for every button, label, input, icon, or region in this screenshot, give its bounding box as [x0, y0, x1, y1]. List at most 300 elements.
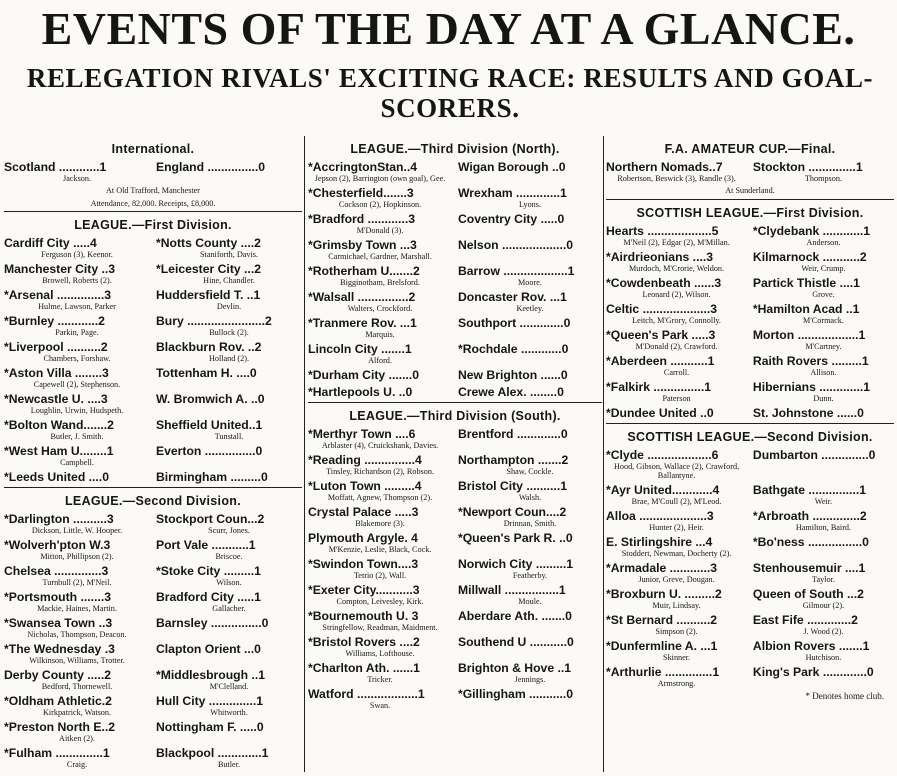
away-side	[458, 368, 602, 382]
away-team-score: *Bo'ness ................0	[752, 534, 869, 549]
home-side	[4, 616, 150, 639]
home-side	[308, 505, 452, 528]
away-side	[156, 590, 302, 613]
away-side	[458, 316, 602, 339]
away-team-score: *Leicester City ...2	[155, 262, 261, 276]
home-team-score: Northern Nomads..7	[606, 160, 723, 174]
away-side	[156, 470, 302, 484]
away-scorers: Jennings.	[514, 675, 546, 684]
away-team-score: Aberdare Ath. .......0	[457, 609, 572, 623]
away-scorers: Whitworth.	[210, 708, 248, 717]
home-side	[4, 564, 150, 587]
match-row	[308, 531, 602, 554]
match-row	[606, 406, 894, 420]
away-side	[156, 694, 302, 717]
home-team-score: Cardiff City .....4	[4, 236, 97, 250]
away-scorers: Taylor.	[812, 574, 835, 584]
home-side	[4, 160, 150, 183]
home-team-score: *Liverpool ..........2	[4, 340, 108, 354]
home-scorers: M'Neil (2), Edgar (2), M'Millan.	[623, 237, 730, 247]
away-team-score: East Fife .............2	[752, 612, 858, 627]
home-scorers: M'Donald (3).	[356, 226, 404, 235]
match-row	[4, 160, 302, 183]
match-row	[4, 236, 302, 259]
away-team-score: Albion Rovers .......1	[752, 638, 870, 653]
home-scorers: Jackson.	[63, 174, 91, 183]
home-scorers: Brae, M'Coull (2), M'Leod.	[631, 496, 722, 506]
away-team-score: Birmingham .........0	[155, 470, 268, 484]
match-row	[308, 316, 602, 339]
away-side	[458, 290, 602, 313]
home-scorers: Kirkpatrick, Watson.	[42, 708, 112, 717]
section-rule	[606, 199, 894, 200]
away-side	[753, 665, 894, 688]
away-team-score: Barnsley ...............0	[155, 616, 269, 630]
away-scorers: Devlin.	[216, 302, 242, 311]
match-row	[308, 342, 602, 365]
home-scorers: Leitch, M'Grory, Connolly.	[632, 315, 721, 325]
away-team-score: Norwich City .........1	[457, 557, 574, 571]
away-scorers: Anderson.	[806, 237, 841, 247]
home-side	[4, 418, 150, 441]
away-team-score: *Notts County ....2	[155, 236, 261, 250]
home-scorers: Wilkinson, Williams, Trotter.	[29, 656, 125, 665]
match-note: At Old Trafford, Manchester	[106, 186, 200, 195]
away-team-score: Stockport Coun...2	[155, 512, 265, 526]
away-side	[753, 587, 894, 610]
away-side	[156, 340, 302, 363]
match-row	[606, 224, 894, 247]
away-team-score: Raith Rovers .........1	[752, 353, 869, 368]
away-scorers: Tunstall.	[214, 432, 244, 441]
headline: EVENTS OF THE DAY AT A GLANCE.	[41, 3, 856, 54]
away-side	[753, 250, 894, 273]
section-title: F.A. AMATEUR CUP.—Final.	[664, 142, 836, 156]
section-title: LEAGUE.—Third Division (North).	[350, 142, 560, 156]
away-scorers: Lyons.	[518, 200, 542, 209]
away-side	[753, 561, 894, 584]
away-team-score: Huddersfield T. ..1	[155, 288, 261, 302]
match-row	[308, 264, 602, 287]
away-team-score: Partick Thistle ....1	[752, 275, 860, 290]
home-side	[606, 406, 747, 420]
away-team-score: Blackburn Rov. ..2	[155, 340, 262, 354]
match-row	[4, 642, 302, 665]
home-team-score: *Leeds United ....0	[4, 470, 109, 484]
away-team-score: Hibernians .............1	[752, 379, 871, 394]
home-team-score: Manchester City ..3	[4, 262, 116, 276]
home-side	[308, 479, 452, 502]
home-scorers: Stoddert, Newman, Docherty (2).	[621, 548, 732, 558]
home-side	[308, 531, 452, 554]
away-side	[156, 366, 302, 389]
away-team-score: Coventry City .....0	[457, 212, 565, 226]
match-row	[606, 250, 894, 273]
match-row	[4, 314, 302, 337]
away-side	[458, 557, 602, 580]
away-team-score: Wrexham .............1	[457, 186, 567, 200]
away-side	[156, 512, 302, 535]
home-team-score: *Oldham Athletic.2	[4, 694, 112, 708]
match-row	[606, 639, 894, 662]
home-team-score: *Falkirk ...............1	[606, 379, 711, 394]
home-scorers: Marquis.	[365, 330, 395, 339]
section-title: LEAGUE.—Second Division.	[65, 494, 241, 508]
match-row	[4, 340, 302, 363]
home-scorers: Turnbull (2), M'Neil.	[42, 578, 112, 587]
away-team-score: *Rochdale ............0	[457, 342, 569, 356]
away-side	[458, 453, 602, 476]
match-row	[606, 354, 894, 377]
away-team-score: *Arbroath ..............2	[752, 508, 867, 523]
subheadline: RELEGATION RIVALS' EXCITING RACE: RESULTS AND GOAL-SCORERS.	[26, 63, 874, 123]
away-scorers: Gilmour (2).	[802, 600, 845, 610]
away-team-score: Crewe Alex. ........0	[457, 385, 564, 399]
home-side	[308, 342, 452, 365]
section-title: LEAGUE.—Third Division (South).	[349, 409, 561, 423]
home-scorers: Mackie, Haines, Martin.	[37, 604, 117, 613]
home-side	[4, 470, 150, 484]
match-row	[308, 479, 602, 502]
home-scorers: Capewell (2), Stephenson.	[33, 380, 121, 389]
home-scorers: Tinsley, Richardson (2), Robson.	[326, 467, 434, 476]
home-team-score: *Grimsby Town ...3	[308, 238, 417, 252]
home-scorers: Arblaster (4), Cruickshank, Davies.	[321, 441, 439, 450]
away-side	[458, 342, 602, 365]
home-side	[308, 427, 452, 450]
away-scorers: M'Cartney.	[805, 341, 842, 351]
home-team-score: Celtic ....................3	[606, 301, 718, 316]
home-side	[4, 236, 150, 259]
away-side	[458, 583, 602, 606]
home-side	[4, 262, 150, 285]
away-team-score: Stenhousemuir ....1	[752, 560, 866, 575]
home-scorers: Skinner.	[663, 652, 691, 662]
away-team-score: *Gillingham ...........0	[457, 687, 574, 701]
away-side	[458, 479, 602, 502]
home-team-score: *Merthyr Town ....6	[308, 427, 416, 441]
footnote: * Denotes home club.	[805, 690, 884, 701]
match-row	[4, 590, 302, 613]
match-row	[4, 746, 302, 769]
away-scorers: J. Wood (2).	[803, 626, 844, 636]
away-team-score: Brighton & Hove ..1	[457, 661, 572, 675]
home-side	[4, 538, 150, 561]
home-scorers: Hunter (2), Heir.	[649, 522, 704, 532]
away-side	[458, 505, 602, 528]
home-team-score: *Dundee United ..0	[606, 405, 714, 420]
home-side	[4, 444, 150, 467]
away-side	[458, 238, 602, 261]
match-row	[308, 583, 602, 606]
away-team-score: *Clydebank ............1	[752, 223, 871, 238]
away-scorers: Shaw, Cockle.	[506, 467, 554, 476]
home-team-score: *Wolverh'pton W.3	[4, 538, 111, 552]
home-team-score: *Broxburn U. .........2	[606, 586, 722, 601]
away-side	[458, 531, 602, 554]
home-side	[606, 665, 747, 688]
away-team-score: King's Park .............0	[752, 664, 874, 679]
home-team-score: *Bristol Rovers ....2	[308, 635, 420, 649]
match-row	[308, 661, 602, 684]
match-row	[308, 505, 602, 528]
away-team-score: *Hamilton Acad ..1	[752, 301, 860, 316]
home-side	[606, 483, 747, 506]
home-scorers: Alford.	[368, 356, 392, 365]
home-side	[4, 642, 150, 665]
home-side	[308, 557, 452, 580]
home-team-score: Hearts ...................5	[606, 223, 719, 238]
away-team-score: Doncaster Rov. ...1	[457, 290, 567, 304]
home-scorers: Tricker.	[367, 675, 393, 684]
home-team-score: *Dunfermline A. ...1	[606, 638, 718, 653]
away-team-score: Nelson ...................0	[457, 238, 574, 252]
away-team-score: England ...............0	[155, 160, 266, 174]
home-team-score: Chelsea ..............3	[4, 564, 109, 578]
match-row	[606, 561, 894, 584]
home-side	[606, 613, 747, 636]
match-row	[4, 720, 302, 743]
home-side	[4, 694, 150, 717]
match-row	[606, 276, 894, 299]
section-rule	[308, 402, 602, 403]
column-right	[606, 138, 894, 701]
home-side	[308, 635, 452, 658]
away-scorers: Drinnan, Smith.	[503, 519, 557, 528]
home-team-score: *Swindon Town....3	[308, 557, 419, 571]
home-scorers: Butler, J. Smith.	[50, 432, 104, 441]
home-team-score: *West Ham U........1	[4, 444, 114, 458]
home-team-score: *Hartlepools U. ..0	[308, 385, 413, 399]
away-team-score: Bradford City .....1	[155, 590, 261, 604]
home-scorers: Armstrong.	[657, 678, 696, 688]
away-side	[753, 483, 894, 506]
away-side	[156, 418, 302, 441]
home-team-score: *Ayr United............4	[606, 482, 720, 497]
home-team-score: *Bournemouth U. 3	[308, 609, 419, 623]
away-scorers: Featherby.	[512, 571, 548, 580]
match-row	[606, 613, 894, 636]
home-side	[606, 639, 747, 662]
away-side	[156, 642, 302, 665]
home-side	[4, 746, 150, 769]
home-scorers: Williams, Lofthouse.	[345, 649, 415, 658]
home-team-score: *Charlton Ath. ......1	[308, 661, 420, 675]
away-team-score: W. Bromwich A. ..0	[155, 392, 265, 406]
away-side	[156, 444, 302, 467]
home-side	[308, 687, 452, 710]
away-team-score: Brentford .............0	[457, 427, 568, 441]
match-row	[308, 609, 602, 632]
home-side	[606, 354, 747, 377]
away-side	[156, 746, 302, 769]
home-team-score: *Darlington ..........3	[4, 512, 114, 526]
section-rule	[4, 487, 302, 488]
home-team-score: *Aston Villa ........3	[4, 366, 109, 380]
match-row	[4, 444, 302, 467]
home-scorers: Campbell.	[60, 458, 94, 467]
home-side	[4, 392, 150, 415]
away-scorers: Bullock (2).	[209, 328, 249, 337]
home-team-score: *Queen's Park .....3	[606, 327, 716, 342]
section-rule	[606, 423, 894, 424]
home-team-score: Lincoln City .......1	[308, 342, 412, 356]
away-side	[156, 668, 302, 691]
away-team-score: Bristol City ..........1	[457, 479, 567, 493]
match-row	[606, 302, 894, 325]
home-scorers: Craig.	[66, 760, 88, 769]
home-scorers: Leonard (2), Wilson.	[642, 289, 711, 299]
home-side	[308, 609, 452, 632]
home-scorers: Hulme, Lawson, Parker	[38, 302, 116, 311]
home-team-score: Watford ..................1	[308, 687, 425, 701]
match-row	[606, 587, 894, 610]
home-team-score: *Chesterfield.......3	[308, 186, 414, 200]
home-team-score: *Aberdeen ...........1	[606, 353, 715, 368]
home-team-score: *St Bernard ..........2	[606, 612, 718, 627]
home-scorers: Carmichael, Gardner, Marshall.	[328, 252, 432, 261]
column-rule	[304, 136, 305, 772]
away-scorers: Butler.	[217, 760, 241, 769]
away-scorers: Hine, Chandler.	[203, 276, 255, 285]
home-scorers: Cockson (2), Hopkinson.	[338, 200, 422, 209]
home-side	[606, 561, 747, 584]
home-scorers: Dickson, Little, W. Hooper.	[31, 526, 123, 535]
match-row	[308, 160, 602, 183]
home-team-score: Derby County .....2	[4, 668, 111, 682]
away-team-score: Nottingham F. .....0	[155, 720, 264, 734]
away-team-score: Stockton ..............1	[752, 160, 863, 174]
away-team-score: Hull City ..............1	[155, 694, 263, 708]
home-side	[606, 276, 747, 299]
match-row	[4, 668, 302, 691]
match-row	[308, 290, 602, 313]
match-row	[308, 186, 602, 209]
home-team-score: *Swansea Town ..3	[4, 616, 113, 630]
away-scorers: Weir.	[814, 496, 833, 506]
home-side	[308, 453, 452, 476]
away-team-score: Southend U ...........0	[457, 635, 574, 649]
home-scorers: Muir, Lindsay.	[652, 600, 701, 610]
column-middle	[308, 138, 602, 713]
away-team-score: Northampton .......2	[457, 453, 569, 467]
home-scorers: Bigginotham, Brelsford.	[340, 278, 420, 287]
away-scorers: Scurr, Jones.	[208, 526, 250, 535]
away-side	[156, 720, 302, 743]
match-row	[606, 160, 894, 183]
away-side	[156, 288, 302, 311]
home-team-score: *Reading ...............4	[308, 453, 422, 467]
away-scorers: Thompson.	[804, 174, 842, 183]
match-row	[308, 635, 602, 658]
away-scorers: Hamilton, Baird.	[795, 522, 852, 532]
away-scorers: Grove.	[812, 289, 835, 299]
home-scorers: Blakemore (3).	[355, 519, 405, 528]
away-side	[753, 160, 894, 183]
home-scorers: Parkin, Page.	[55, 328, 99, 337]
match-row	[4, 262, 302, 285]
home-scorers: Stringfellow, Readman, Maidment.	[322, 623, 438, 632]
match-row	[308, 238, 602, 261]
away-team-score: Bury .......................2	[155, 314, 272, 328]
away-side	[753, 639, 894, 662]
home-side	[606, 448, 747, 480]
away-side	[458, 635, 602, 658]
home-side	[606, 380, 747, 403]
away-side	[753, 448, 894, 480]
home-side	[308, 316, 452, 339]
away-team-score: Morton ..................1	[752, 327, 866, 342]
away-scorers: Allison.	[810, 367, 837, 377]
home-team-score: *Tranmere Rov. ...1	[308, 316, 417, 330]
home-scorers: Browell, Roberts (2).	[42, 276, 112, 285]
away-side	[753, 224, 894, 247]
away-team-score: Wigan Borough ..0	[457, 160, 566, 174]
section-rule	[4, 211, 302, 212]
home-side	[308, 290, 452, 313]
home-side	[606, 509, 747, 532]
home-side	[4, 590, 150, 613]
match-row	[308, 385, 602, 399]
away-scorers: Staniforth, Davis.	[199, 250, 258, 259]
home-side	[4, 720, 150, 743]
away-scorers: Gallacher.	[212, 604, 246, 613]
home-scorers: Jepson (2), Barrington (own goal), Gee.	[314, 174, 446, 183]
home-team-score: *Bolton Wand.......2	[4, 418, 114, 432]
home-side	[606, 328, 747, 351]
away-side	[458, 160, 602, 183]
away-side	[753, 613, 894, 636]
away-side	[753, 354, 894, 377]
away-team-score: Southport .............0	[457, 316, 571, 330]
home-scorers: Ferguson (3), Keenor.	[41, 250, 113, 259]
home-scorers: Walters, Crockford.	[347, 304, 413, 313]
away-side	[156, 564, 302, 587]
away-team-score: Blackpool .............1	[155, 746, 269, 760]
home-team-score: *Armadale ............3	[606, 560, 718, 575]
match-row	[4, 512, 302, 535]
home-team-score: Plymouth Argyle. 4	[308, 531, 418, 545]
away-scorers: Keetley.	[516, 304, 544, 313]
home-team-score: *Fulham ..............1	[4, 746, 110, 760]
away-team-score: Tottenham H. ....0	[155, 366, 257, 380]
match-note: At Sunderland.	[725, 186, 775, 195]
away-side	[753, 328, 894, 351]
away-team-score: Port Vale ...........1	[155, 538, 256, 552]
section-title: LEAGUE.—First Division.	[74, 218, 232, 232]
home-side	[4, 512, 150, 535]
match-row	[4, 694, 302, 717]
away-scorers: M'Cormack.	[803, 315, 844, 325]
away-scorers: Moule.	[518, 597, 542, 606]
home-team-score: *Portsmouth .......3	[4, 590, 111, 604]
away-scorers: Moore.	[518, 278, 542, 287]
home-side	[4, 340, 150, 363]
away-scorers: Dunn.	[813, 393, 834, 403]
away-side	[156, 616, 302, 639]
away-side	[156, 160, 302, 183]
away-team-score: *Middlesbrough ..1	[155, 668, 265, 682]
away-scorers: Hutchison.	[805, 652, 842, 662]
home-side	[4, 366, 150, 389]
match-note: Attendance, 82,000. Receipts, £8,000.	[90, 198, 216, 208]
home-team-score: E. Stirlingshire ...4	[606, 534, 713, 549]
home-scorers: Robertson, Beswick (3), Randle (3).	[617, 174, 736, 183]
home-side	[308, 385, 452, 399]
section-title: SCOTTISH LEAGUE.—Second Division.	[627, 429, 873, 444]
home-scorers: M'Kenzie, Leslie, Black, Cock.	[328, 545, 432, 554]
match-row	[606, 483, 894, 506]
